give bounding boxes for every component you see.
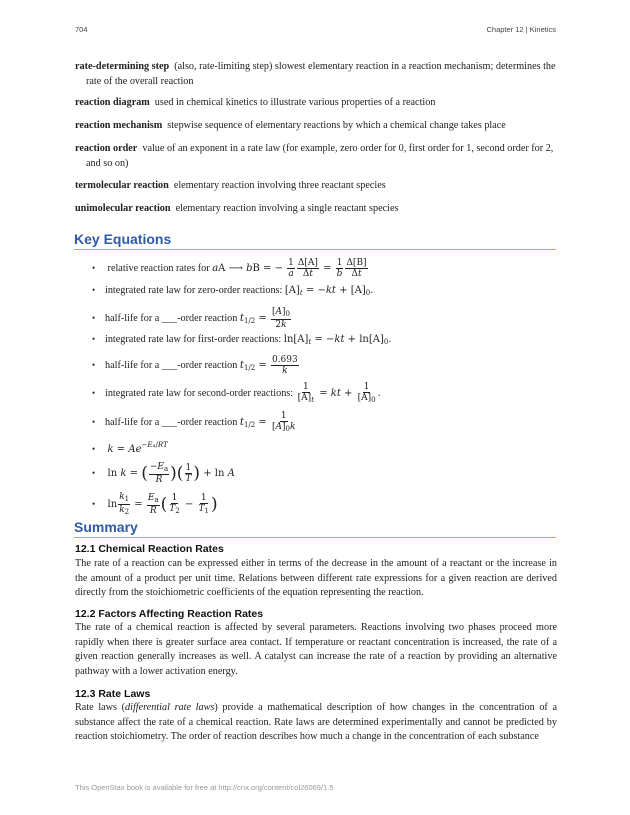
glossary-entry xyxy=(75,60,568,89)
glossary-term: reaction diagram xyxy=(75,97,150,108)
equation-item: • ln k = ( $\frac{-E_a}{R}$ )( $\frac{1}{T}$ ) + ln A xyxy=(92,462,235,485)
equation-formula: ln k = ( $\frac{-E_a}{R}$ )( $\frac{1}{T}$ ) + ln A xyxy=(107,462,235,485)
equation-item: • integrated rate law for second-order reactions: $\frac{1}{[A]_t}$ = kt + $\frac{1}{[A]_0}$ . xyxy=(92,382,381,404)
glossary-entry xyxy=(75,142,568,171)
equation-formula: $t_{1/2}$ = $\frac{0.693}{k}$ xyxy=(239,355,298,376)
summary-section-text: Rate laws (differential rate laws) provide a mathematical description of how changes in the concentration of a substance affect the rate of a chemical reaction. Rate laws are determined experimentally and cannot be predicted by reaction stoichiometry. The order of reaction describes how much a change in the concentration of each substance xyxy=(75,702,557,742)
equation-formula: $\frac{1}{[A]_t}$ = kt + $\frac{1}{[A]_0}$ . xyxy=(297,382,381,404)
equation-item: • integrated rate law for first-order reactions: $\ln[A]_t = -kt + \ln[A]_0$. xyxy=(92,334,392,346)
glossary-term: unimolecular reaction xyxy=(75,203,171,214)
equation-formula: $\ln[A]_t = -kt + \ln[A]_0$. xyxy=(283,334,392,346)
glossary-term: reaction mechanism xyxy=(75,120,163,131)
glossary-definition: used in chemical kinetics to illustrate various properties of a reaction xyxy=(154,97,436,108)
summary-section-text: The rate of a reaction can be expressed either in terms of the decrease in the amount of a reactant or the increase in the amount of a product per unit time. Relations between different rate expressions for a given reaction are derived directly from the stoichiometric coefficients of the equation representing the reaction. xyxy=(75,558,557,598)
equation-formula: ln $\frac{k_1}{k_2}$ = $\frac{E_a}{R}$ ( $\frac{1}{T_2}$ − $\frac{1}{T_1}$ ) xyxy=(107,492,218,516)
equation-label: integrated rate law for first-order reactions: xyxy=(105,334,282,345)
equation-formula: aA ⟶ bB = − $\frac{1}{a}$ $\frac{\Delta[A]}{\Delta t}$ = $\frac{1}{b}$ $\frac{\Delta[B]}{\Delta t}$ xyxy=(212,258,367,279)
glossary-entry xyxy=(75,202,557,217)
page-footer: This OpenStax book is available for free at http://cnx.org/content/col26069/1.5 xyxy=(75,783,334,792)
equation-item: • $k = Ae^{-Ea/RT}$ xyxy=(92,441,168,455)
glossary-term: termolecular reaction xyxy=(75,180,169,191)
glossary-entry xyxy=(75,119,557,134)
equation-item: • ln $\frac{k_1}{k_2}$ = $\frac{E_a}{R}$ ( $\frac{1}{T_2}$ − $\frac{1}{T_1}$ ) xyxy=(92,492,218,516)
glossary-definition: elementary reaction involving three reactant species xyxy=(173,180,386,191)
equation-item: • integrated rate law for zero-order reactions: $[A]_t = -kt + [A]_0$. xyxy=(92,285,374,297)
equation-formula: $t_{1/2}$ = $\frac{[A]_0}{2k}$ xyxy=(239,307,290,330)
equation-label: integrated rate law for second-order reactions: xyxy=(105,388,294,399)
page-number: 704 xyxy=(75,25,88,34)
equation-formula: $[A]_t = -kt + [A]_0$. xyxy=(284,285,374,297)
equation-formula: $t_{1/2}$ = $\frac{1}{[A]_0k}$ xyxy=(239,411,296,433)
summary-section-heading: 12.2 Factors Affecting Reaction Rates xyxy=(75,608,264,620)
summary-section-text: The rate of a chemical reaction is affected by several parameters. Reactions involving two phases proceed more rapidly when there is greater surface area contact. If temperature or reactant concentration is increased, the rate of a given reaction generally increases as well. A catalyst can increase the rate of a reaction by providing an alternative pathway with a lower activation energy. xyxy=(75,622,557,677)
glossary-term: reaction order xyxy=(75,143,138,154)
chapter-title: Chapter 12 | Kinetics xyxy=(486,25,556,34)
equation-label: half-life for a ___-order reaction xyxy=(105,313,238,324)
equation-item: • half-life for a ___-order reaction $t_{1/2}$ = $\frac{1}{[A]_0k}$ xyxy=(92,411,296,433)
equation-label: half-life for a ___-order reaction xyxy=(105,417,238,428)
glossary-entry xyxy=(75,179,557,194)
equation-formula: $k = Ae^{-Ea/RT}$ xyxy=(107,441,168,455)
glossary-definition: stepwise sequence of elementary reactions by which a chemical change takes place xyxy=(167,120,506,131)
equation-item: • half-life for a ___-order reaction $t_{1/2}$ = $\frac{0.693}{k}$ xyxy=(92,355,298,376)
equation-item: • relative reaction rates for aA ⟶ bB = − $\frac{1}{a}$ $\frac{\Delta[A]}{\Delta t}$ = $\frac{1}{b}$ $\frac{\Delta[B]}{\Delta t}$ xyxy=(92,258,367,279)
summary-section-heading: 12.3 Rate Laws xyxy=(75,688,151,700)
equation-item: • half-life for a ___-order reaction $t_{1/2}$ = $\frac{[A]_0}{2k}$ xyxy=(92,307,290,330)
equation-label: integrated rate law for zero-order reactions: xyxy=(105,285,283,296)
glossary-definition: elementary reaction involving a single reactant species xyxy=(175,203,399,214)
glossary-entry xyxy=(75,96,557,111)
glossary-definition: value of an exponent in a rate law (for example, zero order for 0, first order for 1, second order for 2, and so on) xyxy=(86,143,554,169)
summary-title: Summary xyxy=(74,519,556,538)
equation-label: relative reaction rates for xyxy=(107,263,210,274)
summary-section-heading: 12.1 Chemical Reaction Rates xyxy=(75,543,224,555)
glossary-definition: (also, rate-limiting step) slowest elementary reaction in a reaction mechanism; determines the rate of the overall reaction xyxy=(86,61,556,87)
key-equations-title: Key Equations xyxy=(74,231,556,250)
glossary-term: rate-determining step xyxy=(75,61,170,72)
equation-label: half-life for a ___-order reaction xyxy=(105,360,238,371)
